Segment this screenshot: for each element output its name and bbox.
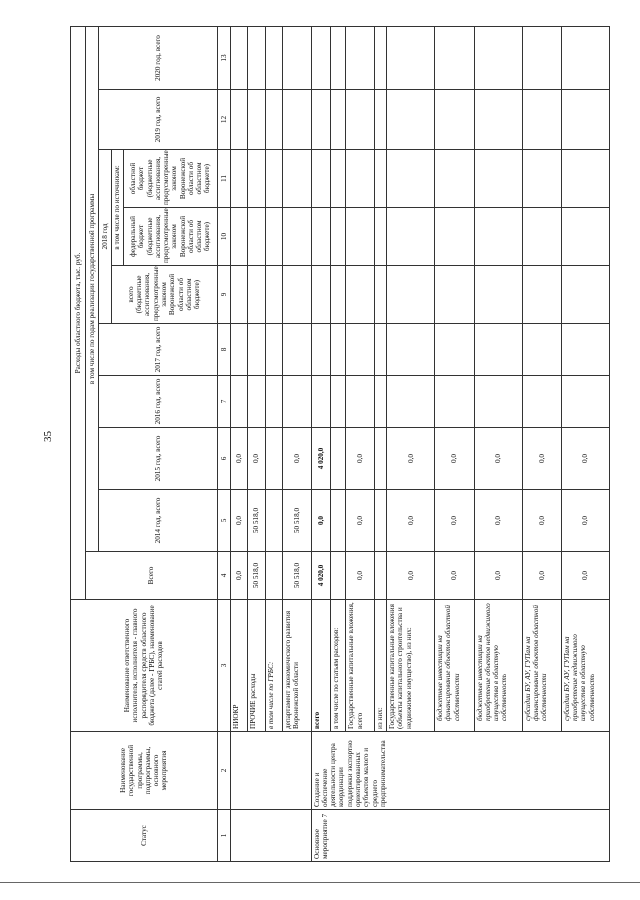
column-number: 9 (217, 266, 230, 324)
table-cell-value (374, 552, 386, 600)
table-cell-value: 0,0 (522, 490, 561, 552)
column-number: 12 (217, 90, 230, 150)
header-by-sources: в том числе по источникам: (111, 150, 123, 266)
table-cell-value: 0,0 (522, 552, 561, 600)
table-cell-value (331, 428, 346, 490)
header-responsible: Наименование ответственного исполнителя, исполнителя - главного распорядителя средств областного бюджета (далее - ГРБС), наименование статей расходов (71, 600, 218, 732)
table-cell-value: 0,0 (230, 490, 247, 552)
table-cell-value (265, 490, 282, 552)
table-cell-value: 0,0 (346, 428, 374, 490)
column-number-row (217, 26, 230, 861)
table-cell-value (374, 490, 386, 552)
row-label: всего (311, 600, 331, 732)
table-cell-value: 4 020,0 (311, 428, 331, 490)
column-number: 4 (217, 552, 230, 600)
row-label: субсидии БУ, АУ, ГУПам на финансирование объектов областной собственности (522, 600, 561, 732)
header-2014: 2014 год, всего (99, 490, 217, 552)
rotated-page-content (70, 27, 610, 862)
budget-table (70, 26, 610, 862)
page-number: 35 (42, 431, 54, 442)
header-status: Статус (71, 810, 218, 862)
header-2018-total: всего (бюджетные ассигнования, предусмотренные законом Воронежской области об областном бюджете) (111, 266, 217, 324)
header-expenses-title: Расходы областного бюджета, тыс. руб. (71, 26, 86, 599)
row-label: Государственные капитальные вложения, всего (346, 600, 374, 732)
table-cell-value: 0,0 (474, 490, 522, 552)
header-federal: федеральный бюджет (бюджетные ассигнования, предусмотренные законом Воронежской области об областном бюджете) (124, 208, 218, 266)
table-cell-value (374, 428, 386, 490)
row-label: Государственные капитальные вложения (объекты капитального строительства и недвижимое имущество), из них: (387, 600, 435, 732)
row-label: бюджетные инвестиции на приобретение объектов недвижимого имущества в областную собственность (474, 600, 522, 732)
column-number: 13 (217, 26, 230, 89)
header-by-years: в том числе по годам реализации государственной программы (86, 26, 99, 551)
table-cell-value: 0,0 (474, 428, 522, 490)
column-number: 3 (217, 600, 230, 732)
row-label: в том числе по статьям расходов: (331, 600, 346, 732)
header-regional: областной бюджет (бюджетные ассигнования, предусмотренные законом Воронежской области об областном бюджете) (124, 150, 218, 208)
table-cell-value: 0,0 (248, 428, 265, 490)
header-2020: 2020 год, всего (99, 26, 217, 89)
column-number: 5 (217, 490, 230, 552)
header-2019: 2019 год, всего (99, 90, 217, 150)
measure-program: Создание и обеспечение деятельности центра координации поддержки экспортно ориентированных субъектов малого и среднего предпринимательства (311, 732, 609, 810)
table-row (230, 26, 247, 861)
column-number: 7 (217, 376, 230, 428)
table-cell-value: 50 518,0 (248, 552, 265, 600)
header-program-name: Наименование государственной программы, подпрограммы, основного мероприятия (71, 732, 218, 810)
table-cell-value: 0,0 (561, 552, 609, 600)
table-cell-value: 0,0 (561, 490, 609, 552)
table-cell-value: 0,0 (346, 490, 374, 552)
table-cell-value: 50 518,0 (248, 490, 265, 552)
column-number: 2 (217, 732, 230, 810)
table-cell-value: 0,0 (387, 428, 435, 490)
table-cell-value: 0,0 (435, 490, 474, 552)
table-row (311, 26, 331, 861)
table-cell-value: 0,0 (522, 428, 561, 490)
row-label: НИОКР (230, 600, 247, 732)
header-total: Всего (86, 552, 217, 600)
table-cell-value: 0,0 (435, 428, 474, 490)
row-label: департамент экономического развития Воронежской области (283, 600, 311, 732)
table-cell-value: 0,0 (230, 552, 247, 600)
page-bottom-divider (0, 882, 640, 883)
table-cell-value: 0,0 (474, 552, 522, 600)
header-2017: 2017 год, всего (99, 324, 217, 376)
row-label: из них: (374, 600, 386, 732)
table-cell-value: 50 518,0 (283, 490, 311, 552)
table-cell-value: 0,0 (561, 428, 609, 490)
table-cell-value (265, 552, 282, 600)
table-cell-value (331, 490, 346, 552)
column-number: 6 (217, 428, 230, 490)
header-2018: 2018 год (99, 150, 111, 324)
table-cell-value: 50 518,0 (283, 552, 311, 600)
table-cell-value: 0,0 (387, 552, 435, 600)
header-2016: 2016 год, всего (99, 376, 217, 428)
row-label: ПРОЧИЕ расходы (248, 600, 265, 732)
table-cell-value: 0,0 (387, 490, 435, 552)
table-cell-value: 0,0 (346, 552, 374, 600)
table-cell-value: 0,0 (283, 428, 311, 490)
table-cell-value: 0,0 (230, 428, 247, 490)
row-label: субсидии БУ, АУ, ГУПам на приобретение недвижимого имущества в областную собственность (561, 600, 609, 732)
column-number: 1 (217, 810, 230, 862)
table-cell-value (331, 552, 346, 600)
header-2015: 2015 год, всего (99, 428, 217, 490)
table-cell-value (265, 428, 282, 490)
column-number: 11 (217, 150, 230, 208)
table-cell-value: 0,0 (311, 490, 331, 552)
table-cell-value: 0,0 (435, 552, 474, 600)
table-cell-value: 4 020,0 (311, 552, 331, 600)
row-label: в том числе по ГРБС: (265, 600, 282, 732)
row-label: бюджетные инвестиции на финансирование объектов областной собственности (435, 600, 474, 732)
column-number: 8 (217, 324, 230, 376)
measure-status: Основное мероприятие 7 (311, 810, 609, 862)
column-number: 10 (217, 208, 230, 266)
